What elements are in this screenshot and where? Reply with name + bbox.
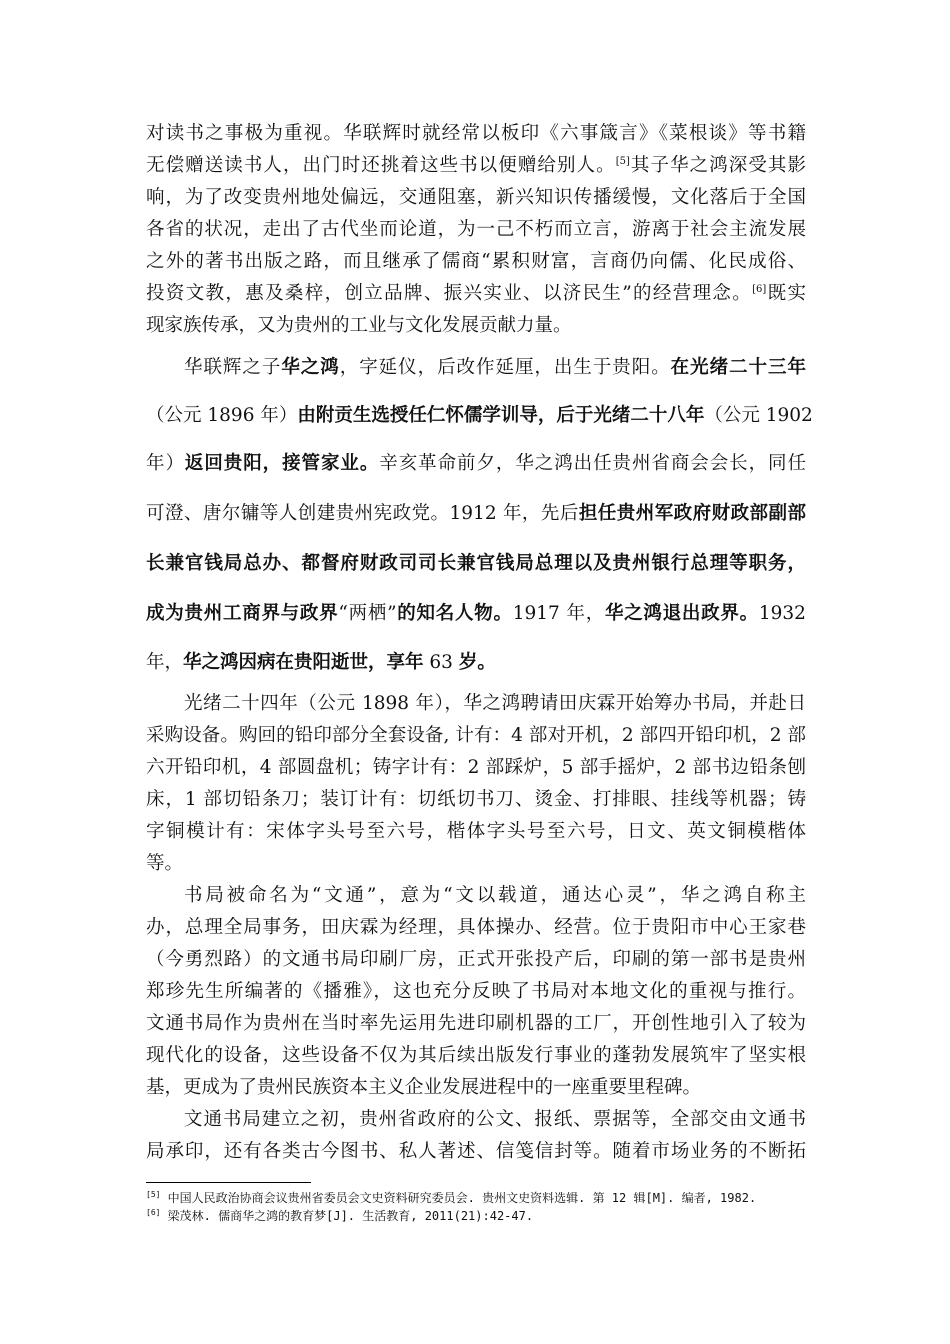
paragraph-line: 六开铅印机，4 部圆盘机；铸字计有：2 部踩炉，5 部手摇炉，2 部书边铅条刨 xyxy=(146,757,806,778)
footnote: [5] 中国人民政治协商会议贵州省委员会文史资料研究委员会. 贵州文史资料选辑. 第 12 辑[M]. 编者, 1982. xyxy=(146,1190,757,1205)
paragraph-line: 对读书之事极为重视。华联辉时就经常以板印《六事箴言》《菜根谈》等书籍 xyxy=(146,123,806,144)
paragraph-line: 长兼官钱局总办、都督府财政司司长兼官钱局总理以及贵州银行总理等职务， xyxy=(146,553,806,574)
paragraph-line: 光绪二十四年（公元 1898 年），华之鸿聘请田庆霖开始筹办书局，并赴日 xyxy=(184,693,806,714)
paragraph-line: 年）返回贵阳，接管家业。辛亥革命前夕，华之鸿出任贵州省商会会长，同任 xyxy=(146,453,806,474)
paragraph-line: 可澄、唐尔镛等人创建贵州宪政党。1912 年，先后担任贵州军政府财政部副部 xyxy=(146,503,806,524)
paragraph-line: 之外的著书出版之路，而且继承了儒商“累积财富，言商仍向儒、化民成俗、 xyxy=(146,251,806,272)
paragraph-line: 郑珍先生所编著的《播雅》，这也充分反映了书局对本地文化的重视与推行。 xyxy=(146,981,806,1002)
paragraph-line: 成为贵州工商界与政界“两栖”的知名人物。1917 年，华之鸿退出政界。1932 xyxy=(146,603,806,624)
paragraph-line: 书局被命名为“文通”，意为“文以载道，通达心灵”，华之鸿自称主 xyxy=(184,885,806,906)
paragraph-line: 文通书局建立之初，贵州省政府的公文、报纸、票据等，全部交由文通书 xyxy=(184,1109,806,1130)
paragraph-line: （今勇烈路）的文通书局印刷厂房，正式开张投产后，印刷的第一部书是贵州 xyxy=(146,949,806,970)
paragraph-line: 华联辉之子华之鸿，字延仪，后改作延厘，出生于贵阳。在光绪二十三年 xyxy=(184,357,806,378)
paragraph-line: 响，为了改变贵州地处偏远，交通阻塞，新兴知识传播缓慢，文化落后于全国 xyxy=(146,187,806,208)
footnote: [6] 梁茂林. 儒商华之鸿的教育梦[J]. 生活教育, 2011(21):42-47. xyxy=(146,1208,534,1223)
paragraph-line: 现代化的设备，这些设备不仅为其后续出版发行事业的蓬勃发展筑牢了坚实根 xyxy=(146,1045,806,1066)
footnote-divider xyxy=(146,1182,311,1183)
paragraph-line: 投资文教，惠及桑梓，创立品牌、振兴实业、以济民生”的经营理念。[6]既实 xyxy=(146,283,806,304)
paragraph-line: 无偿赠送读书人，出门时还挑着这些书以便赠给别人。[5]其子华之鸿深受其影 xyxy=(146,155,806,176)
paragraph-line: 床，1 部切铅条刀；装订计有：切纸切书刀、烫金、打排眼、挂线等机器；铸 xyxy=(146,789,806,810)
paragraph-line: 年，华之鸿因病在贵阳逝世，享年 63 岁。 xyxy=(146,652,496,673)
paragraph-line: 基，更成为了贵州民族资本主义企业发展进程中的一座重要里程碑。 xyxy=(146,1077,702,1098)
paragraph-line: 字铜模计有：宋体字头号至六号，楷体字头号至六号，日文、英文铜模楷体 xyxy=(146,821,806,842)
paragraph-line: 各省的状况，走出了古代坐而论道，为一己不朽而立言，游离于社会主流发展 xyxy=(146,219,806,240)
paragraph-line: 办，总理全局事务，田庆霖为经理，具体操办、经营。位于贵阳市中心王家巷 xyxy=(146,917,806,938)
paragraph-line: 文通书局作为贵州在当时率先运用先进印刷机器的工厂，开创性地引入了较为 xyxy=(146,1013,806,1034)
paragraph-line: 采购设备。购回的铅印部分全套设备, 计有：4 部对开机，2 部四开铅印机，2 部 xyxy=(146,725,806,746)
citation-ref[interactable]: [6] xyxy=(752,283,767,295)
paragraph-line: 现家族传承，又为贵州的工业与文化发展贡献力量。 xyxy=(146,315,572,336)
paragraph-line: （公元 1896 年）由附贡生选授任仁怀儒学训导，后于光绪二十八年（公元 1902 xyxy=(146,405,813,426)
paragraph-line: 等。 xyxy=(146,853,184,874)
paragraph-line: 局承印，还有各类古今图书、私人著述、信笺信封等。随着市场业务的不断拓 xyxy=(146,1141,806,1162)
citation-ref[interactable]: [5] xyxy=(615,155,630,167)
